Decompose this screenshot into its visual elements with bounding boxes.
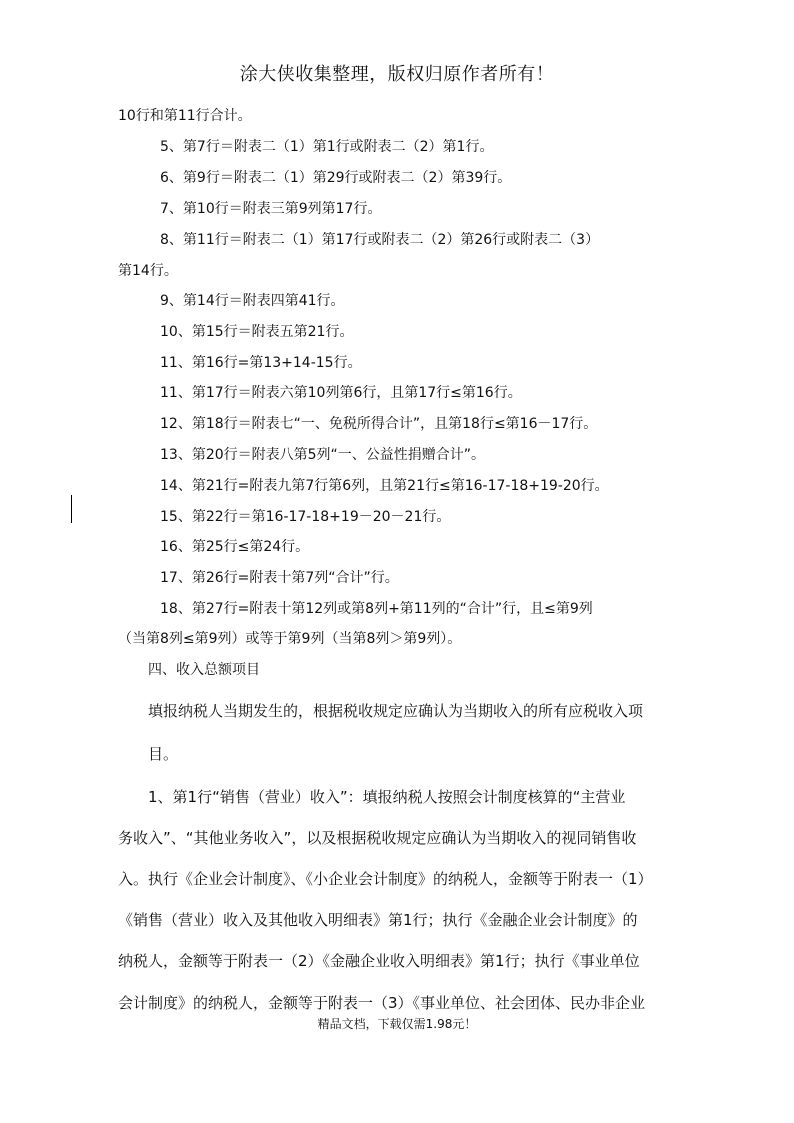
text-line: 18、第27行=附表十第12列或第8列+第11列的“合计”行，且≤第9列 [160,601,593,617]
text-line: 10行和第11行合计。 [118,108,252,124]
text-line: 5、第7行＝附表二（1）第1行或附表二（2）第1行。 [160,139,494,155]
text-line: 填报纳税人当期发生的，根据税收规定应确认为当期收入的所有应税收入项 [148,702,644,720]
text-line: 17、第26行=附表十第7列“合计”行。 [160,570,399,586]
page-header: 涂大侠收集整理，版权归原作者所有！ [239,64,555,85]
text-line: 目。 [148,745,179,763]
text-line: 11、第16行=第13+14-15行。 [160,355,362,371]
section-heading: 四、收入总额项目 [148,662,260,678]
text-line: 12、第18行＝附表七“一、免税所得合计”，且第18行≤第16－17行。 [160,416,598,432]
text-line: 6、第9行＝附表二（1）第29行或附表二（2）第39行。 [160,170,512,186]
page-footer: 精品文档，下载仅需1.98元！ [317,1017,477,1031]
text-line: 会计制度》的纳税人，金额等于附表一（3）《事业单位、社会团体、民办非企业 [118,994,646,1012]
text-line: 16、第25行≤第24行。 [160,539,310,555]
text-line: 《销售（营业）收入及其他收入明细表》第1行；执行《金融企业会计制度》的 [118,911,638,929]
text-line: 7、第10行＝附表三第9列第17行。 [160,201,382,217]
text-line: 13、第20行＝附表八第5列“一、公益性捐赠合计”。 [160,447,486,463]
text-cursor [71,495,72,523]
text-line: 15、第22行＝第16-17-18+19－20－21行。 [160,509,451,525]
text-line: 9、第14行＝附表四第41行。 [160,293,345,309]
text-line: 务收入”、“其他业务收入”，以及根据税收规定应确认为当期收入的视同销售收 [118,829,637,847]
text-line: 入。执行《企业会计制度》、《小企业会计制度》的纳税人，金额等于附表一（1） [118,870,653,888]
text-line: 8、第11行＝附表二（1）第17行或附表二（2）第26行或附表二（3） [160,232,600,248]
text-line: 纳税人，金额等于附表一（2）《金融企业收入明细表》第1行；执行《事业单位 [118,952,640,970]
text-line: 14、第21行=附表九第7行第6列，且第21行≤第16-17-18+19-20行。 [160,478,609,494]
text-line: 第14行。 [118,263,178,279]
text-line: 11、第17行＝附表六第10列第6行，且第17行≤第16行。 [160,385,522,401]
text-line: （当第8列≤第9列）或等于第9列（当第8列＞第9列）。 [118,631,462,647]
text-line: 1、第1行“销售（营业）收入”：填报纳税人按照会计制度核算的“主营业 [148,788,626,806]
text-line: 10、第15行＝附表五第21行。 [160,324,354,340]
